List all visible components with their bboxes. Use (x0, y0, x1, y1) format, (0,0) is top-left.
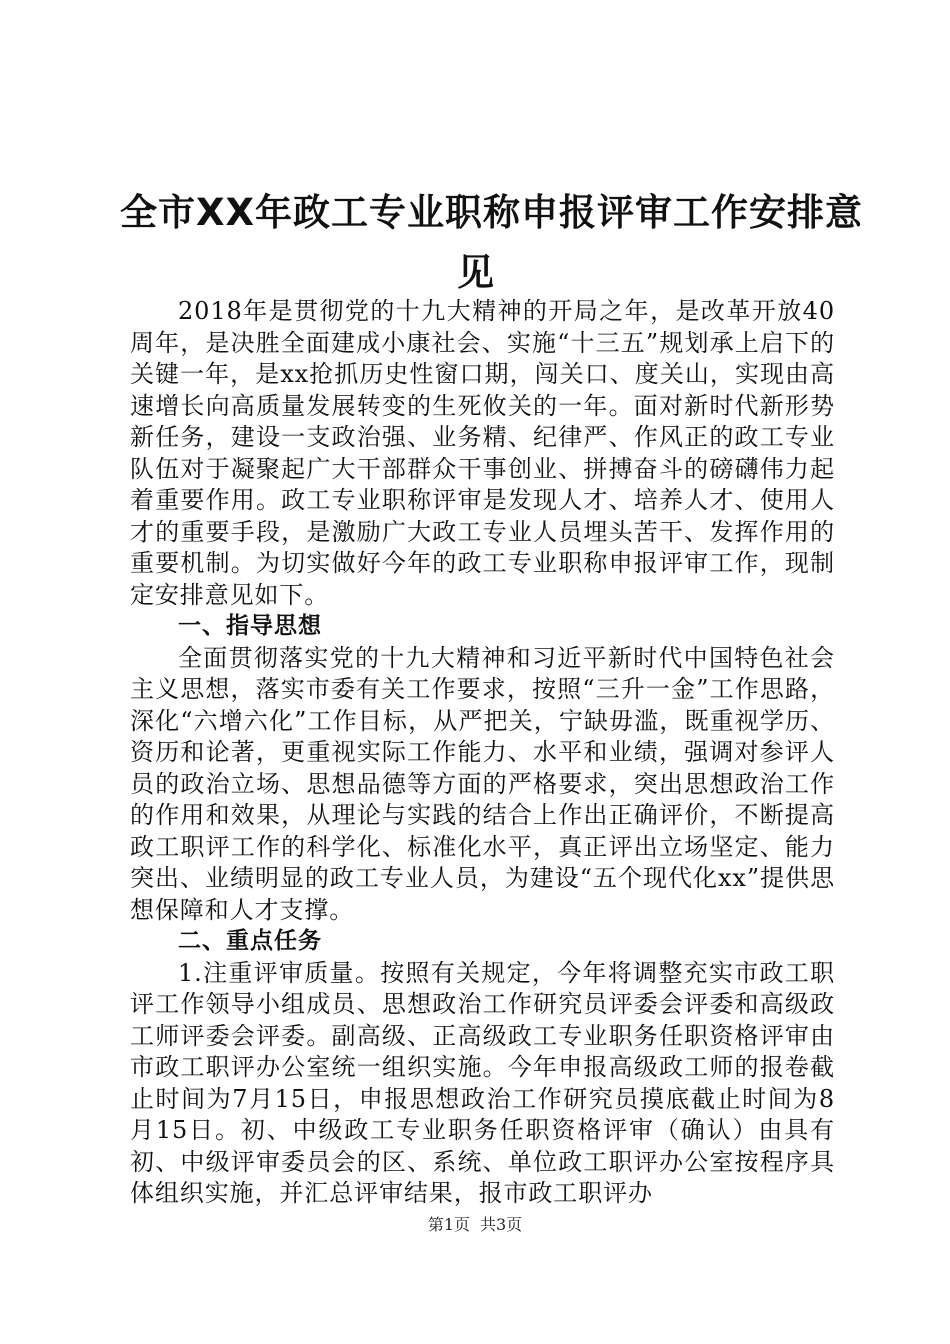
document-title (120, 183, 864, 303)
guiding-ideology-paragraph: 全面贯彻落实党的十九大精神和习近平新时代中国特色社会主义思想，落实市委有关工作要求，按照“三升一金”工作思路，深化“六增六化”工作目标，从严把关，宁缺毋滥，既重视学历、资历和论著，更重视实际工作能力、水平和业绩，强调对参评人员的政治立场、思想品德等方面的严格要求，突出思想政治工作的作用和效果，从理论与实践的结合上作出正确评价，不断提高政工职评工作的科学化、标准化水平，真正评出立场坚定、能力突出、业绩明显的政工专业人员，为建设“五个现代化xx”提供思想保障和人才支撑。 (130, 643, 835, 924)
key-task-item-1: 1.注重评审质量。按照有关规定，今年将调整充实市政工职评工作领导小组成员、思想政治工作研究员评委会评委和高级政工师评委会评委。副高级、正高级政工专业职务任职资格评审由市政工职评办公室统一组织实施。今年申报高级政工师的报卷截止时间为7月15日，申报思想政治工作研究员摸底截止时间为8月15日。初、中级政工专业职务任职资格评审（确认）由具有初、中级评审委员会的区、系统、单位政工职评办公室按程序具体组织实施，并汇总评审结果，报市政工职评办 (130, 958, 835, 1207)
title-line-1: 全市XX年政工专业职称申报评审工作安排意 (120, 191, 864, 234)
title-line-2: 见 (457, 251, 495, 294)
page-footer (0, 1215, 950, 1235)
document-body (130, 296, 835, 1210)
section-heading-guiding-ideology: 一、指导思想 (178, 613, 322, 639)
section-heading-key-tasks: 二、重点任务 (178, 928, 322, 954)
page-total: 共3页 (480, 1215, 523, 1234)
intro-paragraph: 2018年是贯彻党的十九大精神的开局之年，是改革开放40周年，是决胜全面建成小康社会、实施“十三五”规划承上启下的关键一年，是xx抢抓历史性窗口期，闯关口、度关山，实现由高速增长向高质量发展转变的生死攸关的一年。面对新时代新形势新任务，建设一支政治强、业务精、纪律严、作风正的政工专业队伍对于凝聚起广大干部群众干事创业、拼搏奋斗的磅礴伟力起着重要作用。政工专业职称评审是发现人才、培养人才、使用人才的重要手段，是激励广大政工专业人员埋头苦干、发挥作用的重要机制。为切实做好今年的政工专业职称申报评审工作，现制定安排意见如下。 (130, 297, 835, 609)
page-number: 第1页 (427, 1215, 470, 1234)
